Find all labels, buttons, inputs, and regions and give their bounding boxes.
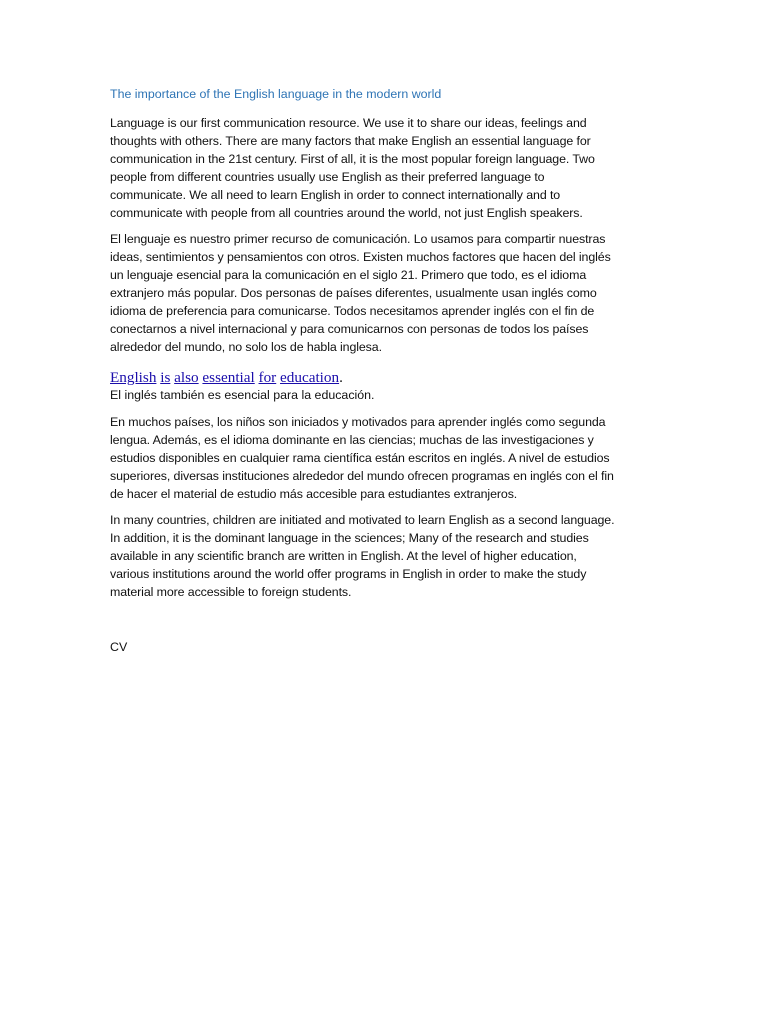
text-line: thoughts with others. There are many factors that make English an essential language for: [110, 134, 591, 148]
text-line: ideas, sentimientos y pensamientos con otros. Existen muchos factores que hacen del inglés: [110, 250, 611, 264]
text-line: un lenguaje esencial para la comunicación en el siglo 21. Primero que todo, es el idioma: [110, 268, 587, 282]
text-line: estudios disponibles en cualquier rama científica están escritos en inglés. A nivel de estudios: [110, 451, 610, 465]
sentence-period: .: [339, 369, 343, 386]
link-for[interactable]: for: [258, 369, 277, 386]
text-line: communicate with people from all countries around the world, not just English speakers.: [110, 206, 583, 220]
paragraph-english-education: [110, 511, 658, 601]
text-line: En muchos países, los niños son iniciados y motivados para aprender inglés como segunda: [110, 415, 606, 429]
text-line: available in any scientific branch are written in English. At the level of higher education,: [110, 549, 577, 563]
link-education[interactable]: education: [280, 369, 340, 386]
paragraph-english-intro: [110, 114, 658, 222]
link-english[interactable]: English: [110, 369, 157, 386]
text-line: idioma de preferencia para comunicarse. Todos necesitamos aprender inglés con el fin de: [110, 304, 595, 318]
text-line: alrededor del mundo, no solo los de habla inglesa.: [110, 340, 382, 354]
link-essential[interactable]: essential: [202, 369, 255, 386]
spanish-subheading: El inglés también es esencial para la educación.: [110, 388, 375, 402]
text-line: communication in the 21st century. First of all, it is the most popular foreign language. Two: [110, 152, 595, 166]
text-line: various institutions around the world offer programs in English in order to make the study: [110, 567, 587, 581]
text-line: lengua. Además, es el idioma dominante en las ciencias; muchas de las investigaciones y: [110, 433, 594, 447]
text-line: In addition, it is the dominant language in the sciences; Many of the research and studies: [110, 531, 589, 545]
text-line: In many countries, children are initiated and motivated to learn English as a second language.: [110, 513, 615, 527]
paragraph-spanish-education: [110, 413, 658, 503]
footer-note: CV: [110, 640, 128, 654]
document-title: The importance of the English language in the modern world: [110, 87, 442, 101]
document-body: [110, 86, 658, 655]
text-line: extranjero más popular. Dos personas de países diferentes, usualmente usan inglés como: [110, 286, 597, 300]
text-line: de hacer el material de estudio más accesible para estudiantes extranjeros.: [110, 487, 518, 501]
link-is[interactable]: is: [160, 369, 171, 386]
paragraph-spanish-intro: [110, 230, 658, 356]
linked-sentence: [110, 369, 658, 386]
link-also[interactable]: also: [174, 369, 199, 386]
text-line: communicate. We all need to learn English in order to connect internationally and to: [110, 188, 561, 202]
text-line: conectarnos a nivel internacional y para comunicarnos con personas de todos los países: [110, 322, 589, 336]
text-line: Language is our first communication resource. We use it to share our ideas, feelings and: [110, 116, 587, 130]
text-line: people from different countries usually use English as their preferred language to: [110, 170, 545, 184]
text-line: El lenguaje es nuestro primer recurso de comunicación. Lo usamos para compartir nuestras: [110, 232, 606, 246]
text-line: superiores, diversas instituciones alrededor del mundo ofrecen programas en inglés con el fin: [110, 469, 614, 483]
text-line: material more accessible to foreign students.: [110, 585, 352, 599]
